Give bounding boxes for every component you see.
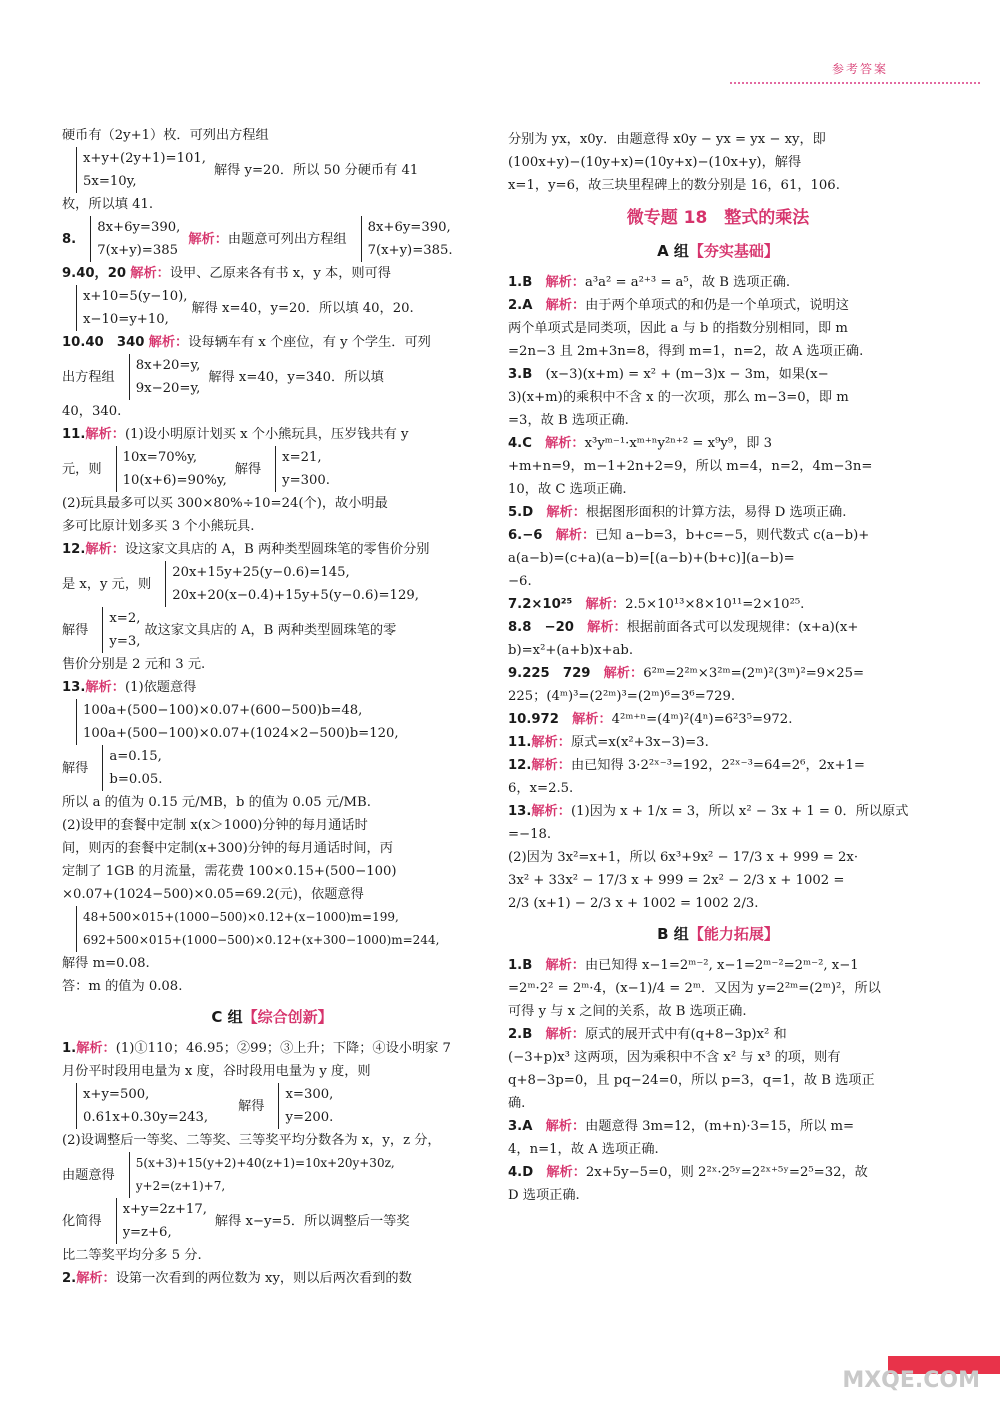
equation-group [62, 354, 482, 400]
text-line: 定制了 1GB 的月流量，需花费 100×0.15+(500−100) [62, 864, 397, 879]
question-10 [62, 331, 482, 354]
analysis-label: 解析： [603, 666, 644, 681]
right-column [508, 128, 928, 1207]
group-label: A 组 [657, 242, 689, 260]
text-line: x=1，y=6，故三块里程碑上的数分别是 16，61，106. [508, 178, 840, 193]
equation: a=0.15, [109, 749, 162, 764]
equation: x+10=5(y−10), [83, 289, 188, 304]
analysis-label: 解析： [76, 1271, 116, 1286]
answer: B [522, 367, 533, 382]
equation: x+y=2z+17, [122, 1202, 207, 1217]
text-line: 3x² + 33x² − 17/3 x + 999 = 2x² − 2/3 x + 1002 = [508, 873, 845, 888]
equation: x=21, [282, 450, 322, 465]
text-line: 是 x，y 元，则 [62, 576, 152, 592]
a-question-13 [508, 800, 928, 823]
a-question-4 [508, 432, 928, 455]
answer: D [522, 505, 534, 520]
analysis-label: 解析： [531, 758, 571, 773]
text-line: 由题意得 [62, 1167, 115, 1183]
text-line: 3)(x+m)的乘积中不含 x 的一次项，那么 m−3=0，即 m [508, 390, 849, 405]
a-question-1 [508, 271, 928, 294]
a-question-5 [508, 501, 928, 524]
equation: 7(x+y)=385 [97, 243, 179, 258]
text-line: 10，故 C 选项正确. [508, 482, 627, 497]
a-question-9 [508, 662, 928, 685]
answer: 225 729 [522, 666, 591, 681]
text-line: 2/3 (x+1) − 2/3 x + 1002 = 1002 2/3. [508, 896, 759, 911]
text-line: 4，n=1，故 A 选项正确. [508, 1142, 659, 1157]
text-line: ×0.07+(1024−500)×0.05=69.2(元)，依题意得 [62, 887, 364, 902]
analysis-label: 解析： [148, 335, 189, 350]
text-line: 硬币有（2y+1）枚．可列出方程组 [62, 128, 269, 143]
text-line: 解得 [62, 622, 89, 638]
a-question-6 [508, 524, 928, 547]
text-line: 可得 y 与 x 之间的关系，故 B 选项正确. [508, 1004, 747, 1019]
analysis-label: 解析： [531, 735, 571, 750]
section-title: 微专题 18 整式的乘法 [626, 208, 810, 228]
text-line: (1)因为 x + 1/x = 3，所以 x² − 3x + 1 = 0．所以原式 [570, 804, 909, 819]
text-line: 已知 a−b=3，b+c=−5，则代数式 c(a−b)+ [595, 528, 870, 543]
question-12 [62, 538, 482, 561]
analysis-label: 解析： [545, 1119, 586, 1134]
equation-group [62, 607, 482, 653]
equation: 0.61x+0.30y=243, [83, 1110, 209, 1125]
question-number: 8. [508, 620, 523, 635]
answer: −6 [522, 528, 543, 543]
c-question-1 [62, 1037, 482, 1060]
text-line: (2)设甲的套餐中定制 x(x＞1000)分钟的每月通话时 [62, 818, 368, 833]
question-number: 1. [62, 1041, 77, 1056]
text-line: (1)依题意得 [124, 680, 197, 695]
text-line: 解得 [62, 760, 89, 776]
text-line: 由题意可列出方程组 [227, 231, 347, 247]
question-number: 11. [508, 735, 532, 750]
a-question-10 [508, 708, 928, 731]
question-number: 9. [62, 266, 77, 281]
equation: 7(x+y)=385. [367, 243, 453, 258]
analysis-label: 解析： [572, 712, 612, 727]
left-column [62, 124, 482, 1290]
text-line: (−3+p)x³ 这两项，因为乘积中不含 x² 与 x³ 的项，则有 [508, 1050, 841, 1065]
header-divider [730, 82, 980, 84]
equation: 8x+6y=390, [97, 220, 181, 235]
text-line: 两个单项式是同类项，因此 a 与 b 的指数分别相同，即 m [508, 321, 848, 336]
equation: y=200. [285, 1110, 334, 1125]
a-question-8 [508, 616, 928, 639]
analysis-label: 解析： [545, 436, 585, 451]
text-line: 225；(4ᵐ)³=(2²ᵐ)³=(2ᵐ)⁶=3⁶=729. [508, 689, 736, 704]
analysis-label: 解析： [545, 298, 586, 313]
question-number: 8. [62, 231, 77, 247]
question-number: 2. [508, 298, 523, 313]
a-question-2 [508, 294, 928, 317]
equation-group [62, 745, 482, 791]
equation: 10x=70%y, [122, 450, 198, 465]
text-line: (2)玩具最多可以买 300×80%÷10=24(个)，故小明最 [62, 496, 388, 511]
equation: 10(x+6)=90%y, [122, 473, 227, 488]
text-line: 2.5×10¹³×8×10¹¹=2×10²⁵. [625, 597, 805, 612]
text-line: 40，340. [62, 404, 122, 419]
text-line: 由已知得 3·2²ˣ⁻³=192，2²ˣ⁻³=64=2⁶，2x+1= [570, 758, 865, 773]
a-question-12 [508, 754, 928, 777]
answer: 2×10²⁵ [522, 597, 573, 612]
b-question-4 [508, 1161, 928, 1184]
text-line: 设每辆车有 x 个座位，有 y 个学生．可列 [188, 335, 431, 350]
question-number: 10. [62, 335, 86, 350]
question-number: 12. [508, 758, 532, 773]
text-line: =2n−3 且 2m+3n=8，得到 m=1，n=2，故 A 选项正确. [508, 344, 864, 359]
question-number: 4. [508, 1165, 523, 1180]
question-number: 13. [62, 680, 86, 695]
text-line: 多可比原计划多买 3 个小熊玩具. [62, 519, 255, 534]
text-line: −6. [508, 574, 532, 589]
equation: x+y+(2y+1)=101, [83, 151, 206, 166]
equation-group [62, 1198, 482, 1244]
question-13 [62, 676, 482, 699]
text-line: 解得 y=20．所以 50 分硬币有 41 [213, 162, 419, 178]
text-line: (2)设调整后一等奖、二等奖、三等奖平均分数各为 x，y，z 分， [62, 1133, 441, 1148]
analysis-label: 解析： [545, 275, 585, 290]
analysis-label: 解析： [546, 505, 586, 520]
question-number: 2. [62, 1271, 77, 1286]
text-line: 间，则丙的套餐中定制(x+300)分钟的每月通话时间，丙 [62, 841, 393, 856]
question-number: 1. [508, 958, 523, 973]
answer: A [522, 298, 533, 313]
answer: B [522, 1027, 533, 1042]
equation-group [76, 906, 482, 952]
question-number: 10. [508, 712, 532, 727]
analysis-label: 解析： [130, 266, 170, 281]
answer: 40 340 [85, 335, 145, 350]
analysis-label: 解析： [555, 528, 596, 543]
text-line: (2)因为 3x²=x+1，所以 6x³+9x² − 17/3 x + 999 = 2x· [508, 850, 859, 865]
b-question-1 [508, 954, 928, 977]
question-number: 13. [508, 804, 532, 819]
text-line: a(a−b)=(c+a)(a−b)=[(a−b)+(b+c)](a−b)= [508, 551, 795, 566]
text-line: +m+n=9，m−1+2n+2=9，所以 m=4，n=2，4m−3n= [508, 459, 873, 474]
equation-group [62, 285, 482, 331]
equation: y=300. [282, 473, 331, 488]
text-line: 解得 x−y=5．所以调整后一等奖 [214, 1213, 410, 1229]
text-line: 答：m 的值为 0.08. [62, 979, 183, 994]
analysis-label: 解析： [85, 680, 125, 695]
question-number: 7. [508, 597, 523, 612]
text-line: 确. [508, 1096, 526, 1111]
equation-group [62, 1083, 482, 1129]
text-line: 解得 m=0.08. [62, 956, 150, 971]
question-number: 5. [508, 505, 523, 520]
question-number: 1. [508, 275, 523, 290]
b-question-2 [508, 1023, 928, 1046]
text-line: a³a² = a²⁺³ = a⁵，故 B 选项正确. [585, 275, 791, 290]
question-8 [62, 216, 482, 262]
answer: B [522, 958, 533, 973]
text-line: D 选项正确. [508, 1188, 580, 1203]
text-line: 6，x=2.5. [508, 781, 574, 796]
question-number: 6. [508, 528, 523, 543]
a-question-7 [508, 593, 928, 616]
text-line: 设这家文具店的 A，B 两种类型圆珠笔的零售价分别 [124, 542, 430, 557]
equation: 5x=10y, [83, 174, 137, 189]
equation: x=2, [109, 611, 141, 626]
analysis-label: 解析： [587, 620, 627, 635]
question-number: 9. [508, 666, 523, 681]
equation: 100a+(500−100)×0.07+(600−500)b=48, [83, 703, 363, 718]
answer: 8 −20 [522, 620, 574, 635]
equation-group [76, 699, 482, 745]
text-line: 出方程组 [62, 369, 115, 385]
equation: 5(x+3)+15(y+2)+40(z+1)=10x+20y+30z, [135, 1156, 395, 1170]
group-label: C 组 [211, 1008, 243, 1026]
text-line: 由已知得 x−1=2ᵐ⁻², x−1=2ᵐ⁻²=2ᵐ⁻², x−1 [585, 958, 859, 973]
equation: y=3, [109, 634, 141, 649]
text-line: 解得 [238, 1098, 265, 1114]
group-subtitle: 【夯实基础】 [688, 242, 779, 260]
answer: C [522, 436, 532, 451]
question-11 [62, 423, 482, 446]
group-subtitle: 【能力拓展】 [688, 925, 779, 943]
equation: 9x−20=y, [135, 381, 201, 396]
text-line: 故这家文具店的 A，B 两种类型圆珠笔的零 [144, 622, 397, 638]
equation: x−10=y+10, [83, 312, 169, 327]
question-number: 12. [62, 542, 86, 557]
equation: y+2=(z+1)+7, [135, 1179, 226, 1193]
equation: 692+500×015+(1000−500)×0.12+(x+300−1000)m=244, [83, 933, 440, 947]
text-line: 6²ᵐ=2²ᵐ×3²ᵐ=(2ᵐ)²(3ᵐ)²=9×25= [643, 666, 865, 681]
text-line: 2x+5y−5=0，则 2²ˣ·2⁵ʸ=2²ˣ⁺⁵ʸ=2⁵=32，故 [585, 1165, 868, 1180]
question-9 [62, 262, 482, 285]
analysis-label: 解析： [545, 1027, 585, 1042]
answer: 40，20 [76, 266, 127, 281]
equation: 8x+6y=390, [367, 220, 451, 235]
analysis-label: 解析： [76, 1041, 116, 1056]
answer: D [522, 1165, 534, 1180]
question-number: 3. [508, 1119, 523, 1134]
text-line: q+8−3p=0，且 pq−24=0，所以 p=3，q=1，故 B 选项正 [508, 1073, 875, 1088]
text-line: (1)设小明原计划买 x 个小熊玩具，压岁钱共有 y [124, 427, 409, 442]
group-b-title [508, 923, 928, 946]
group-a-title [508, 240, 928, 263]
equation-group [62, 561, 482, 607]
analysis-label: 解析： [531, 804, 571, 819]
text-line: x³yᵐ⁻¹·xᵐ⁺ⁿy²ⁿ⁺² = x⁹y⁹，即 3 [584, 436, 773, 451]
answer: 972 [531, 712, 559, 727]
equation-group [62, 1152, 482, 1198]
b-question-3 [508, 1115, 928, 1138]
equation: 20x+20(x−0.4)+15y+5(y−0.6)=129, [172, 588, 419, 603]
text-line: 枚，所以填 41. [62, 197, 154, 212]
answer: B [522, 275, 533, 290]
text-line: 元，则 [62, 461, 102, 477]
a-question-3 [508, 363, 928, 386]
answer: A [522, 1119, 533, 1134]
text-line: 4²ᵐ⁺ⁿ=(4ᵐ)²(4ⁿ)=6²3⁵=972. [611, 712, 793, 727]
equation-group: 元，则 10x=70%y, 10(x+6)=90%y, 解得 x=21, y=300. [62, 446, 482, 492]
text-line: =−18. [508, 827, 552, 842]
equation: y=z+6, [122, 1225, 172, 1240]
question-number: 2. [508, 1027, 523, 1042]
question-number: 4. [508, 436, 523, 451]
question-number: 11. [62, 427, 86, 442]
text-line: (1)①110；46.95；②99；③上升；下降；④设小明家 7 [115, 1041, 451, 1056]
text-line: 比二等奖平均分多 5 分. [62, 1248, 202, 1263]
text-line: 由于两个单项式的和仍是一个单项式，说明这 [585, 298, 849, 313]
text-line: 售价分别是 2 元和 3 元. [62, 657, 206, 672]
c-question-2 [62, 1267, 482, 1290]
analysis-label: 解析： [85, 542, 125, 557]
question-number: 3. [508, 367, 523, 382]
equation: 8x+20=y, [135, 358, 201, 373]
group-c-title [62, 1006, 482, 1029]
text-line: 根据图形面积的计算方法，易得 D 选项正确. [585, 505, 847, 520]
text-line: 化简得 [62, 1213, 102, 1229]
equation: 100a+(500−100)×0.07+(1024×2−500)b=120, [83, 726, 399, 741]
analysis-label: 解析： [85, 427, 125, 442]
text-line: 设甲、乙原来各有书 x，y 本，则可得 [169, 266, 391, 281]
a-question-11 [508, 731, 928, 754]
analysis-label: 解析： [585, 597, 626, 612]
text-line: =2ᵐ·2² = 2ᵐ·4，(x−1)/4 = 2ᵐ．又因为 y=2²ᵐ=(2ᵐ)²，所以 [508, 981, 881, 996]
group-label: B 组 [657, 925, 689, 943]
analysis-label: 解析： [546, 1165, 586, 1180]
text-line: 解得 x=40，y=340．所以填 [208, 369, 384, 385]
equation: 48+500×015+(1000−500)×0.12+(x−1000)m=199, [83, 910, 399, 924]
equation: 20x+15y+25(y−0.6)=145, [172, 565, 350, 580]
text-line: 设第一次看到的两位数为 xy，则以后两次看到的数 [115, 1271, 412, 1286]
text-line: 所以 a 的值为 0.15 元/MB，b 的值为 0.05 元/MB. [62, 795, 371, 810]
analysis-label: 解析： [188, 231, 228, 247]
text-line: 解得 x=40，y=20．所以填 40，20. [191, 300, 414, 316]
text-line: 原式的展开式中有(q+8−3p)x² 和 [585, 1027, 787, 1042]
equation-group [62, 147, 482, 193]
watermark: MXQE.COM [842, 1368, 980, 1393]
text-line: 月份平时段用电量为 x 度，谷时段用电量为 y 度，则 [62, 1064, 371, 1079]
equation: x+y=500, [83, 1087, 150, 1102]
analysis-label: 解析： [545, 958, 585, 973]
text-line: (100x+y)−(10y+x)=(10y+x)−(10x+y)，解得 [508, 155, 802, 170]
text-line: =3，故 B 选项正确. [508, 413, 629, 428]
text-line: 由题意得 3m=12，(m+n)·3=15，所以 m= [585, 1119, 855, 1134]
header-label: 参考答案 [832, 62, 889, 76]
text-line: 原式=x(x²+3x−3)=3. [570, 735, 709, 750]
equation: b=0.05. [109, 772, 163, 787]
text-line: (x−3)(x+m) = x² + (m−3)x − 3m，如果(x− [545, 367, 829, 382]
text-line: b)=x²+(a+b)x+ab. [508, 643, 634, 658]
text-line: 根据前面各式可以发现规律：(x+a)(x+ [626, 620, 859, 635]
group-subtitle: 【综合创新】 [242, 1008, 333, 1026]
equation: x=300, [285, 1087, 334, 1102]
text-line: 分别为 yx，x0y．由题意得 x0y − yx = yx − xy，即 [508, 132, 826, 147]
